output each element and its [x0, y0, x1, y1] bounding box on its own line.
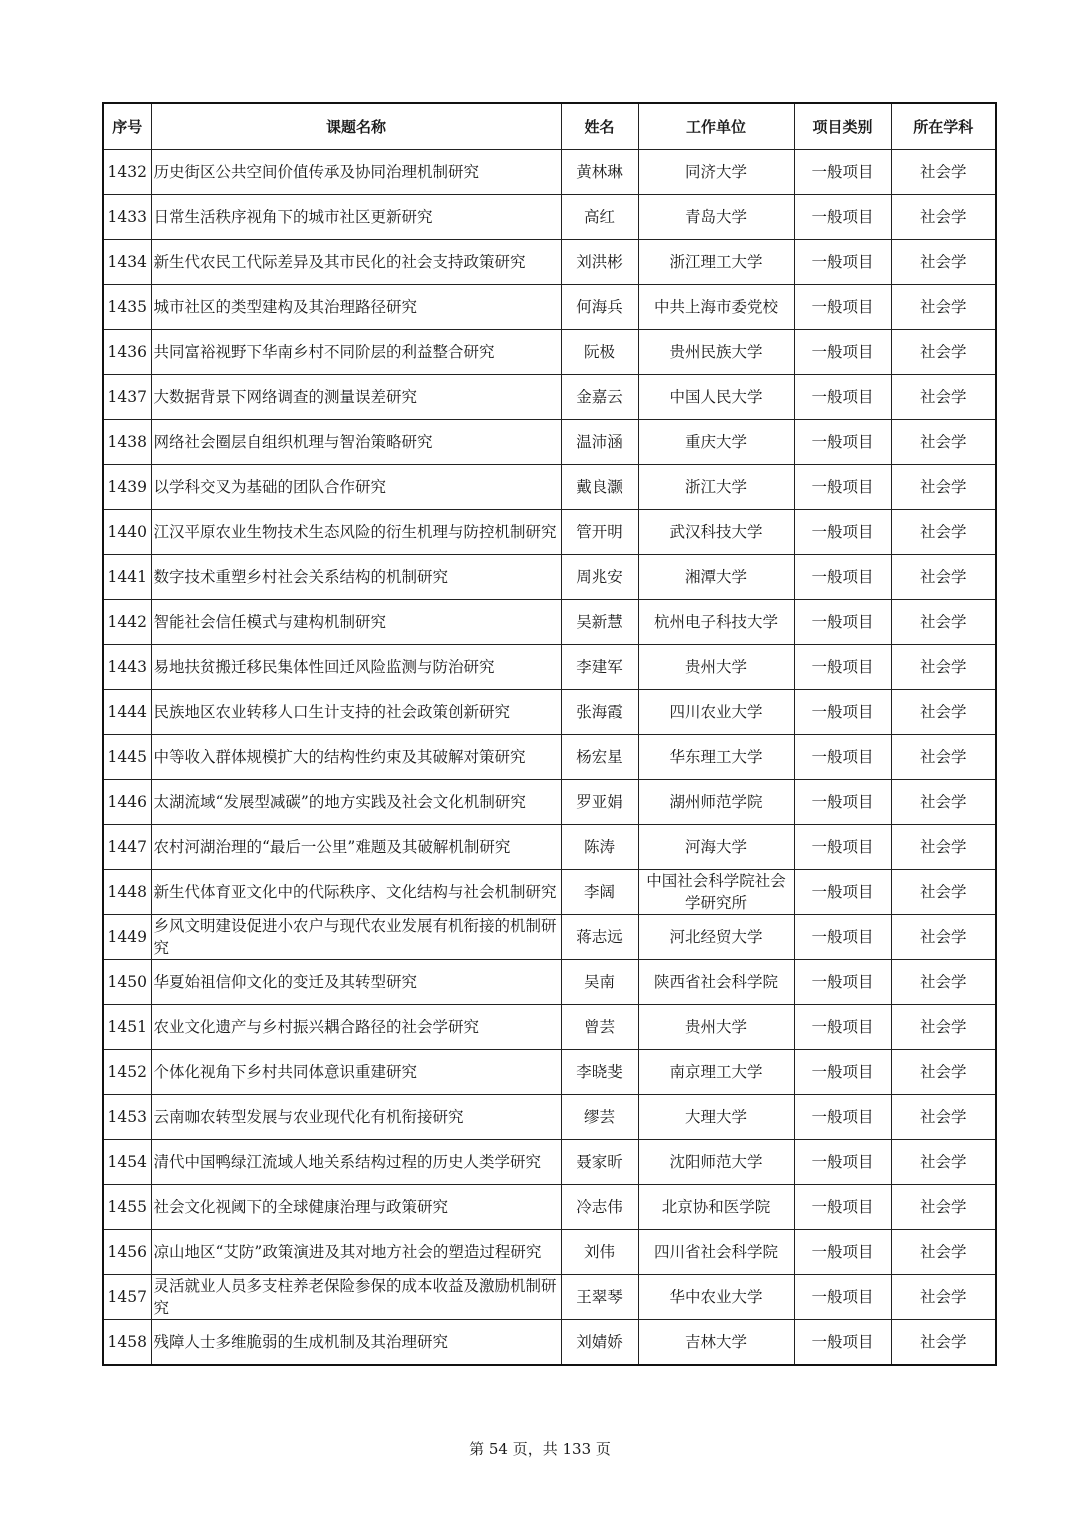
row-organization: 华东理工大学 — [638, 735, 794, 780]
table-row — [103, 330, 996, 375]
row-organization: 湖州师范学院 — [638, 780, 794, 825]
row-category: 一般项目 — [794, 1095, 891, 1140]
row-discipline: 社会学 — [891, 735, 996, 780]
row-category: 一般项目 — [794, 1005, 891, 1050]
row-category: 一般项目 — [794, 1230, 891, 1275]
row-organization: 河海大学 — [638, 825, 794, 870]
table-row — [103, 510, 996, 555]
row-organization: 青岛大学 — [638, 195, 794, 240]
row-index: 1432 — [103, 150, 151, 195]
row-index: 1434 — [103, 240, 151, 285]
row-discipline: 社会学 — [891, 150, 996, 195]
table-row — [103, 1275, 996, 1320]
row-organization: 同济大学 — [638, 150, 794, 195]
table-row — [103, 645, 996, 690]
row-title: 易地扶贫搬迁移民集体性回迁风险监测与防治研究 — [151, 645, 561, 690]
row-organization: 武汉科技大学 — [638, 510, 794, 555]
row-category: 一般项目 — [794, 555, 891, 600]
table-row — [103, 690, 996, 735]
row-index: 1445 — [103, 735, 151, 780]
table-row — [103, 285, 996, 330]
row-name: 戴良灏 — [561, 465, 638, 510]
row-title: 乡风文明建设促进小农户与现代农业发展有机衔接的机制研究 — [151, 915, 561, 960]
row-discipline: 社会学 — [891, 780, 996, 825]
row-category: 一般项目 — [794, 870, 891, 915]
row-category: 一般项目 — [794, 735, 891, 780]
row-index: 1454 — [103, 1140, 151, 1185]
row-name: 高红 — [561, 195, 638, 240]
row-discipline: 社会学 — [891, 1230, 996, 1275]
table-row — [103, 1005, 996, 1050]
row-title: 日常生活秩序视角下的城市社区更新研究 — [151, 195, 561, 240]
row-index: 1433 — [103, 195, 151, 240]
row-name: 黄林琳 — [561, 150, 638, 195]
row-discipline: 社会学 — [891, 645, 996, 690]
table-row — [103, 555, 996, 600]
row-category: 一般项目 — [794, 645, 891, 690]
row-category: 一般项目 — [794, 690, 891, 735]
row-index: 1452 — [103, 1050, 151, 1095]
header-title: 课题名称 — [151, 103, 561, 150]
row-discipline: 社会学 — [891, 960, 996, 1005]
row-name: 冷志伟 — [561, 1185, 638, 1230]
row-organization: 陕西省社会科学院 — [638, 960, 794, 1005]
row-organization: 贵州大学 — [638, 645, 794, 690]
table-row — [103, 960, 996, 1005]
table-row — [103, 1140, 996, 1185]
header-organization: 工作单位 — [638, 103, 794, 150]
header-index: 序号 — [103, 103, 151, 150]
row-name: 周兆安 — [561, 555, 638, 600]
row-organization: 杭州电子科技大学 — [638, 600, 794, 645]
row-category: 一般项目 — [794, 960, 891, 1005]
row-title: 以学科交叉为基础的团队合作研究 — [151, 465, 561, 510]
row-title: 残障人士多维脆弱的生成机制及其治理研究 — [151, 1320, 561, 1366]
row-name: 李建军 — [561, 645, 638, 690]
row-organization: 河北经贸大学 — [638, 915, 794, 960]
row-index: 1441 — [103, 555, 151, 600]
row-title: 云南咖农转型发展与农业现代化有机衔接研究 — [151, 1095, 561, 1140]
row-title: 共同富裕视野下华南乡村不同阶层的利益整合研究 — [151, 330, 561, 375]
row-organization: 大理大学 — [638, 1095, 794, 1140]
row-title: 数字技术重塑乡村社会关系结构的机制研究 — [151, 555, 561, 600]
row-discipline: 社会学 — [891, 825, 996, 870]
row-category: 一般项目 — [794, 825, 891, 870]
row-index: 1436 — [103, 330, 151, 375]
row-discipline: 社会学 — [891, 1185, 996, 1230]
row-category: 一般项目 — [794, 150, 891, 195]
row-title: 新生代农民工代际差异及其市民化的社会支持政策研究 — [151, 240, 561, 285]
row-name: 刘洪彬 — [561, 240, 638, 285]
row-index: 1453 — [103, 1095, 151, 1140]
row-discipline: 社会学 — [891, 240, 996, 285]
row-category: 一般项目 — [794, 465, 891, 510]
row-organization: 华中农业大学 — [638, 1275, 794, 1320]
header-discipline: 所在学科 — [891, 103, 996, 150]
row-index: 1450 — [103, 960, 151, 1005]
row-name: 李晓斐 — [561, 1050, 638, 1095]
row-name: 吴新慧 — [561, 600, 638, 645]
row-index: 1451 — [103, 1005, 151, 1050]
row-discipline: 社会学 — [891, 465, 996, 510]
table-row — [103, 870, 996, 915]
row-title: 网络社会圈层自组织机理与智治策略研究 — [151, 420, 561, 465]
row-name: 吴南 — [561, 960, 638, 1005]
row-category: 一般项目 — [794, 195, 891, 240]
row-discipline: 社会学 — [891, 1320, 996, 1366]
row-title: 清代中国鸭绿江流域人地关系结构过程的历史人类学研究 — [151, 1140, 561, 1185]
row-index: 1449 — [103, 915, 151, 960]
row-name: 管开明 — [561, 510, 638, 555]
table-row — [103, 1230, 996, 1275]
row-discipline: 社会学 — [891, 690, 996, 735]
table-row — [103, 780, 996, 825]
row-organization: 中国社会科学院社会学研究所 — [638, 870, 794, 915]
row-index: 1440 — [103, 510, 151, 555]
row-name: 陈涛 — [561, 825, 638, 870]
row-name: 曾芸 — [561, 1005, 638, 1050]
table-row — [103, 915, 996, 960]
row-title: 智能社会信任模式与建构机制研究 — [151, 600, 561, 645]
row-title: 社会文化视阈下的全球健康治理与政策研究 — [151, 1185, 561, 1230]
row-organization: 中国人民大学 — [638, 375, 794, 420]
row-organization: 四川省社会科学院 — [638, 1230, 794, 1275]
row-discipline: 社会学 — [891, 555, 996, 600]
row-discipline: 社会学 — [891, 510, 996, 555]
row-discipline: 社会学 — [891, 1140, 996, 1185]
row-title: 凉山地区“艾防”政策演进及其对地方社会的塑造过程研究 — [151, 1230, 561, 1275]
row-name: 聂家昕 — [561, 1140, 638, 1185]
row-organization: 北京协和医学院 — [638, 1185, 794, 1230]
row-name: 温沛涵 — [561, 420, 638, 465]
header-name: 姓名 — [561, 103, 638, 150]
row-category: 一般项目 — [794, 330, 891, 375]
table-row — [103, 1050, 996, 1095]
table-row — [103, 240, 996, 285]
row-index: 1458 — [103, 1320, 151, 1366]
row-discipline: 社会学 — [891, 285, 996, 330]
row-organization: 吉林大学 — [638, 1320, 794, 1366]
row-discipline: 社会学 — [891, 1275, 996, 1320]
row-title: 民族地区农业转移人口生计支持的社会政策创新研究 — [151, 690, 561, 735]
row-organization: 南京理工大学 — [638, 1050, 794, 1095]
row-discipline: 社会学 — [891, 915, 996, 960]
row-title: 中等收入群体规模扩大的结构性约束及其破解对策研究 — [151, 735, 561, 780]
row-name: 刘伟 — [561, 1230, 638, 1275]
project-table — [102, 102, 997, 1366]
row-title: 华夏始祖信仰文化的变迁及其转型研究 — [151, 960, 561, 1005]
row-name: 王翠琴 — [561, 1275, 638, 1320]
table-row — [103, 600, 996, 645]
row-index: 1455 — [103, 1185, 151, 1230]
row-discipline: 社会学 — [891, 1095, 996, 1140]
table-row — [103, 195, 996, 240]
row-title: 江汉平原农业生物技术生态风险的衍生机理与防控机制研究 — [151, 510, 561, 555]
row-index: 1448 — [103, 870, 151, 915]
row-index: 1457 — [103, 1275, 151, 1320]
table-row — [103, 375, 996, 420]
row-category: 一般项目 — [794, 780, 891, 825]
row-discipline: 社会学 — [891, 1050, 996, 1095]
row-category: 一般项目 — [794, 240, 891, 285]
table-row — [103, 825, 996, 870]
row-title: 个体化视角下乡村共同体意识重建研究 — [151, 1050, 561, 1095]
row-organization: 湘潭大学 — [638, 555, 794, 600]
row-name: 金嘉云 — [561, 375, 638, 420]
row-category: 一般项目 — [794, 375, 891, 420]
row-title: 太湖流域“发展型减碳”的地方实践及社会文化机制研究 — [151, 780, 561, 825]
row-index: 1443 — [103, 645, 151, 690]
page-footer: 第 54 页，共 133 页 — [469, 1440, 611, 1458]
table-row — [103, 420, 996, 465]
row-organization: 浙江理工大学 — [638, 240, 794, 285]
row-category: 一般项目 — [794, 600, 891, 645]
table-row — [103, 735, 996, 780]
row-category: 一般项目 — [794, 510, 891, 555]
row-organization: 重庆大学 — [638, 420, 794, 465]
row-organization: 中共上海市委党校 — [638, 285, 794, 330]
row-index: 1437 — [103, 375, 151, 420]
row-category: 一般项目 — [794, 1275, 891, 1320]
row-index: 1442 — [103, 600, 151, 645]
row-title: 历史街区公共空间价值传承及协同治理机制研究 — [151, 150, 561, 195]
row-name: 蒋志远 — [561, 915, 638, 960]
table-row — [103, 1095, 996, 1140]
row-name: 刘婧娇 — [561, 1320, 638, 1366]
row-title: 灵活就业人员多支柱养老保险参保的成本收益及激励机制研究 — [151, 1275, 561, 1320]
row-discipline: 社会学 — [891, 375, 996, 420]
row-category: 一般项目 — [794, 1185, 891, 1230]
row-category: 一般项目 — [794, 1320, 891, 1366]
row-discipline: 社会学 — [891, 1005, 996, 1050]
row-title: 城市社区的类型建构及其治理路径研究 — [151, 285, 561, 330]
table-row — [103, 1185, 996, 1230]
row-organization: 贵州大学 — [638, 1005, 794, 1050]
row-discipline: 社会学 — [891, 420, 996, 465]
row-name: 何海兵 — [561, 285, 638, 330]
header-category: 项目类别 — [794, 103, 891, 150]
row-discipline: 社会学 — [891, 330, 996, 375]
row-index: 1438 — [103, 420, 151, 465]
table-row — [103, 465, 996, 510]
row-category: 一般项目 — [794, 915, 891, 960]
row-title: 农村河湖治理的“最后一公里”难题及其破解机制研究 — [151, 825, 561, 870]
row-category: 一般项目 — [794, 420, 891, 465]
row-organization: 浙江大学 — [638, 465, 794, 510]
row-index: 1439 — [103, 465, 151, 510]
row-title: 大数据背景下网络调查的测量误差研究 — [151, 375, 561, 420]
row-index: 1447 — [103, 825, 151, 870]
row-organization: 沈阳师范大学 — [638, 1140, 794, 1185]
row-name: 张海霞 — [561, 690, 638, 735]
row-index: 1435 — [103, 285, 151, 330]
table-row — [103, 1320, 996, 1366]
row-discipline: 社会学 — [891, 870, 996, 915]
row-name: 罗亚娟 — [561, 780, 638, 825]
table-header-row — [103, 103, 996, 150]
row-discipline: 社会学 — [891, 600, 996, 645]
row-category: 一般项目 — [794, 1050, 891, 1095]
row-name: 缪芸 — [561, 1095, 638, 1140]
row-category: 一般项目 — [794, 1140, 891, 1185]
row-name: 杨宏星 — [561, 735, 638, 780]
row-index: 1456 — [103, 1230, 151, 1275]
row-organization: 四川农业大学 — [638, 690, 794, 735]
row-name: 阮极 — [561, 330, 638, 375]
row-name: 李阔 — [561, 870, 638, 915]
row-index: 1444 — [103, 690, 151, 735]
row-index: 1446 — [103, 780, 151, 825]
table-row — [103, 150, 996, 195]
row-category: 一般项目 — [794, 285, 891, 330]
row-title: 新生代体育亚文化中的代际秩序、文化结构与社会机制研究 — [151, 870, 561, 915]
row-organization: 贵州民族大学 — [638, 330, 794, 375]
row-discipline: 社会学 — [891, 195, 996, 240]
row-title: 农业文化遗产与乡村振兴耦合路径的社会学研究 — [151, 1005, 561, 1050]
